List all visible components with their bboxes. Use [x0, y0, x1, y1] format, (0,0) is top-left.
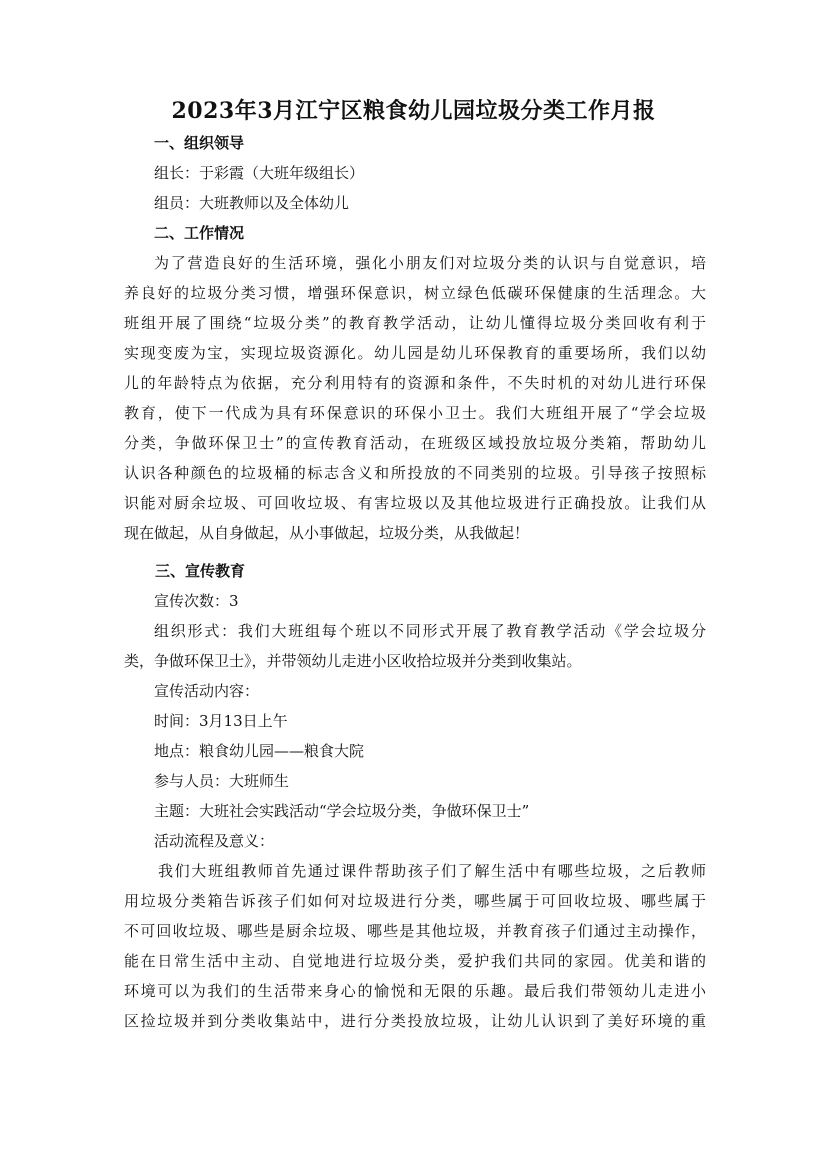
section-heading-publicity: 三、宣传教育: [155, 562, 246, 580]
paragraph-line: 养良好的垃圾分类习惯，增强环保意识，树立绿色低碳环保健康的生活理念。大: [124, 284, 706, 302]
paragraph-line: 组织形式：我们大班组每个班以不同形式开展了教育教学活动《学会垃圾分: [154, 622, 706, 640]
section-heading-organization: 一、组织领导: [154, 134, 245, 152]
document-title: 2023年3月江宁区粮食幼儿园垃圾分类工作月报: [171, 98, 656, 124]
activity-theme-line: 主题：大班社会实践活动“学会垃圾分类，争做环保卫士”: [154, 802, 530, 820]
section-heading-work: 二、工作情况: [154, 224, 245, 242]
paragraph-line: 分类，争做环保卫士”的宣传教育活动，在班级区域投放垃圾分类箱，帮助幼儿: [124, 434, 706, 452]
paragraph-line: 识能对厨余垃圾、可回收垃圾、有害垃圾以及其他垃圾进行正确投放。让我们从: [124, 494, 706, 512]
paragraph-line: 认识各种颜色的垃圾桶的标志含义和所投放的不同类别的垃圾。引导孩子按照标: [124, 464, 706, 482]
activity-content-label: 宣传活动内容：: [154, 682, 260, 700]
publicity-count-line: 宣传次数：3: [154, 592, 239, 610]
paragraph-line: 类，争做环保卫士》，并带领幼儿走进小区收拾垃圾并分类到收集站。: [124, 652, 582, 670]
paragraph-line: 实现变废为宝，实现垃圾资源化。幼儿园是幼儿环保教育的重要场所，我们以幼: [124, 344, 706, 362]
paragraph-line: 现在做起，从自身做起，从小事做起，垃圾分类，从我做起！: [124, 524, 530, 542]
paragraph-line: 儿的年龄特点为依据，充分利用特有的资源和条件，不失时机的对幼儿进行环保: [124, 374, 706, 392]
paragraph-line: 用垃圾分类箱告诉孩子们如何对垃圾进行分类，哪些属于可回收垃圾、哪些属于: [124, 892, 706, 910]
paragraph-line: 不可回收垃圾、哪些是厨余垃圾、哪些是其他垃圾，并教育孩子们通过主动操作，: [124, 922, 706, 940]
members-line: 组员：大班教师以及全体幼儿: [154, 194, 350, 212]
document-body: [124, 128, 706, 1036]
activity-time-line: 时间：3月13日上午: [154, 712, 288, 730]
paragraph-line: 为了营造良好的生活环境，强化小朋友们对垃圾分类的认识与自觉意识，培: [154, 254, 706, 272]
paragraph-line: 区捡垃圾并到分类收集站中，进行分类投放垃圾，让幼儿认识到了美好环境的重: [124, 1012, 706, 1030]
paragraph-line: 能在日常生活中主动、自觉地进行垃圾分类，爱护我们共同的家园。优美和谐的: [124, 952, 706, 970]
leader-line: 组长：于彩霞（大班年级组长）: [154, 164, 365, 182]
paragraph-line: 我们大班组教师首先通过课件帮助孩子们了解生活中有哪些垃圾，之后教师: [158, 862, 706, 880]
activity-flow-label: 活动流程及意义：: [154, 832, 275, 850]
activity-people-line: 参与人员：大班师生: [154, 772, 290, 790]
paragraph-line: 环境可以为我们的生活带来身心的愉悦和无限的乐趣。最后我们带领幼儿走进小: [124, 982, 706, 1000]
paragraph-line: 教育，使下一代成为具有环保意识的环保小卫士。我们大班组开展了“学会垃圾: [124, 404, 706, 422]
activity-place-line: 地点：粮食幼儿园——粮食大院: [154, 742, 365, 760]
paragraph-line: 班组开展了围绕“垃圾分类”的教育教学活动，让幼儿懂得垃圾分类回收有利于: [124, 314, 706, 332]
